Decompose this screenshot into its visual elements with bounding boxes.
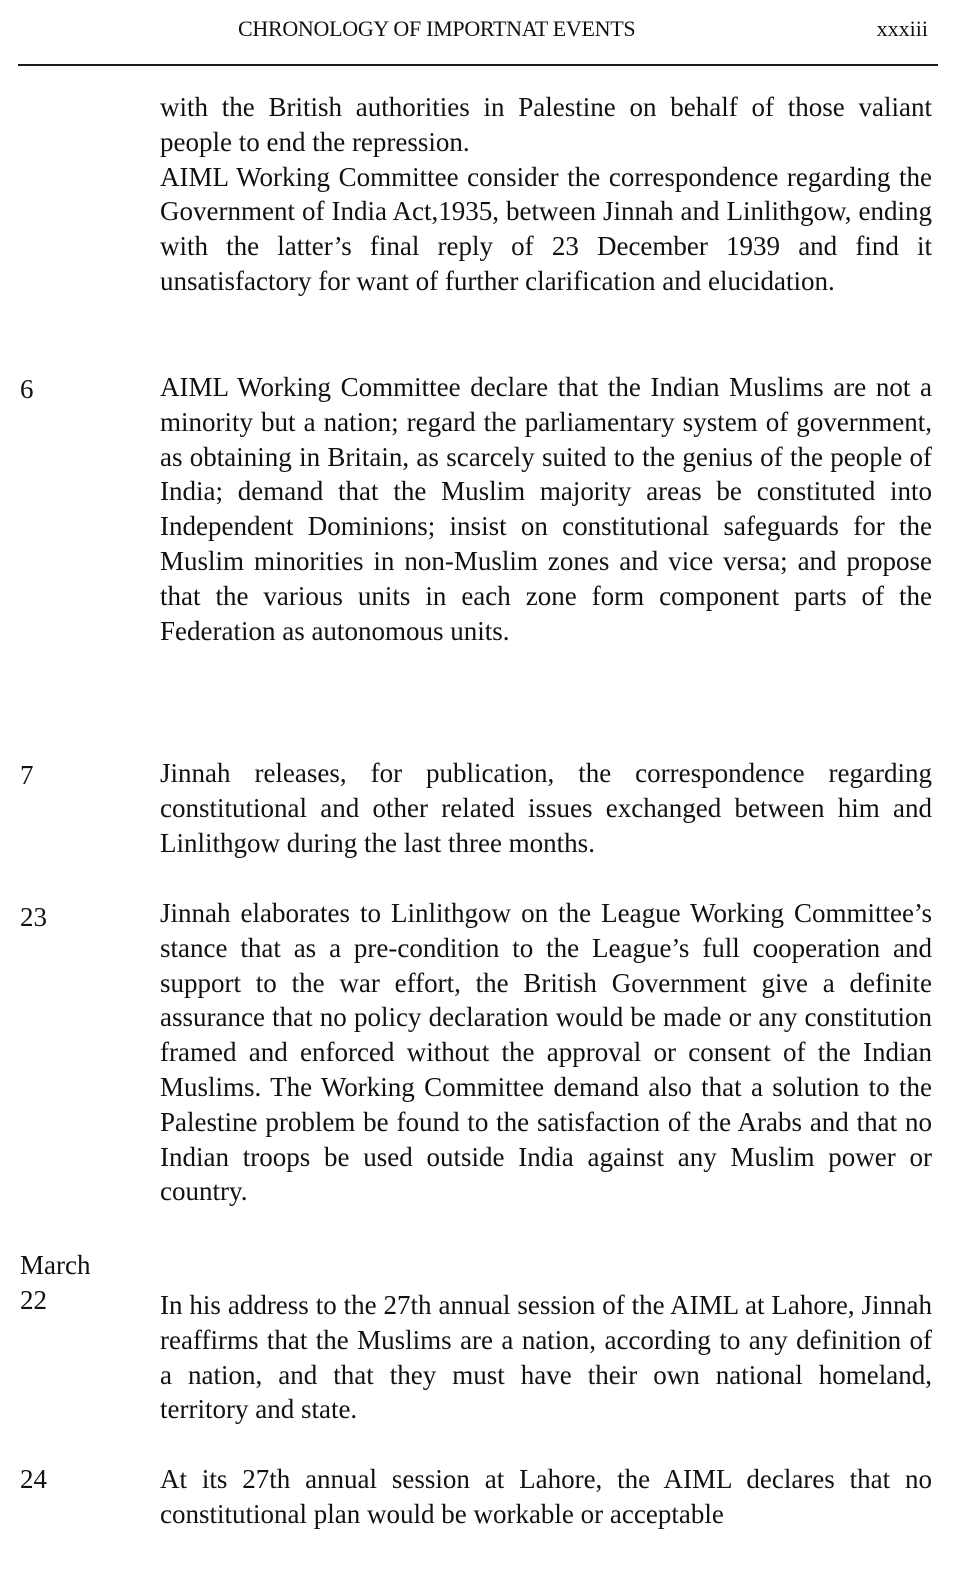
page-number: xxxiii xyxy=(876,16,928,41)
entry-paragraph: AIML Working Committee consider the correspondence regarding the Government of India Act,1935, between Jinnah and Linlithgow, ending with the latter’s final reply of 23 December 1939 and find it unsatisfactory for want of further clarification and elucidation. xyxy=(160,161,932,296)
entry-day: 22 xyxy=(20,1285,47,1315)
entry-text xyxy=(160,756,932,860)
entry-date: 23 xyxy=(20,902,47,932)
entry-text xyxy=(160,1462,932,1532)
entry-paragraph: At its 27th annual session at Lahore, the AIML declares that no constitutional plan would be workable or acceptable xyxy=(160,1464,932,1529)
running-title: CHRONOLOGY OF IMPORTNAT EVENTS xyxy=(238,16,636,41)
entry-text xyxy=(160,370,932,648)
entry-date-block xyxy=(20,1248,90,1318)
entry-paragraph: with the British authorities in Palestine on behalf of those valiant people to end the repression. xyxy=(160,92,932,157)
entry-date: 24 xyxy=(20,1464,47,1494)
entry-paragraph: Jinnah releases, for publication, the correspondence regarding constitutional and other related issues exchanged between him and Linlithgow during the last three months. xyxy=(160,758,932,858)
entry-paragraph: AIML Working Committee declare that the Indian Muslims are not a minority but a nation; regard the parliamentary system of government, as obtaining in Britain, as scarcely suited to the genius of the people of India; demand that the Muslim majority areas be constituted into Independent Dominions; insist on constitutional safeguards for the Muslim minorities in non-Muslim zones and vice versa; and propose that the various units in each zone form component parts of the Federation as autonomous units. xyxy=(160,372,932,646)
entry-text xyxy=(160,896,932,1209)
entry-paragraph: Jinnah elaborates to Linlithgow on the League Working Committee’s stance that as a pre-condition to the League’s full cooperation and support to the war effort, the British Government give a definite assurance that no policy declaration would be made or any constitution framed and enforced without the approval or consent of the Indian Muslims. The Working Committee demand also that a solution to the Palestine problem be found to the satisfaction of the Arabs and that no Indian troops be used outside India against any Muslim power or country. xyxy=(160,898,932,1207)
entry-paragraph: In his address to the 27th annual session of the AIML at Lahore, Jinnah reaffirms that the Muslims are a nation, according to any definition of a nation, and that they must have their own national homeland, territory and state. xyxy=(160,1290,932,1425)
entry-month: March xyxy=(20,1250,91,1280)
entry-text xyxy=(160,90,932,299)
entry-date: 7 xyxy=(20,760,34,790)
entry-date: 6 xyxy=(20,374,34,404)
entry-text xyxy=(160,1288,932,1427)
